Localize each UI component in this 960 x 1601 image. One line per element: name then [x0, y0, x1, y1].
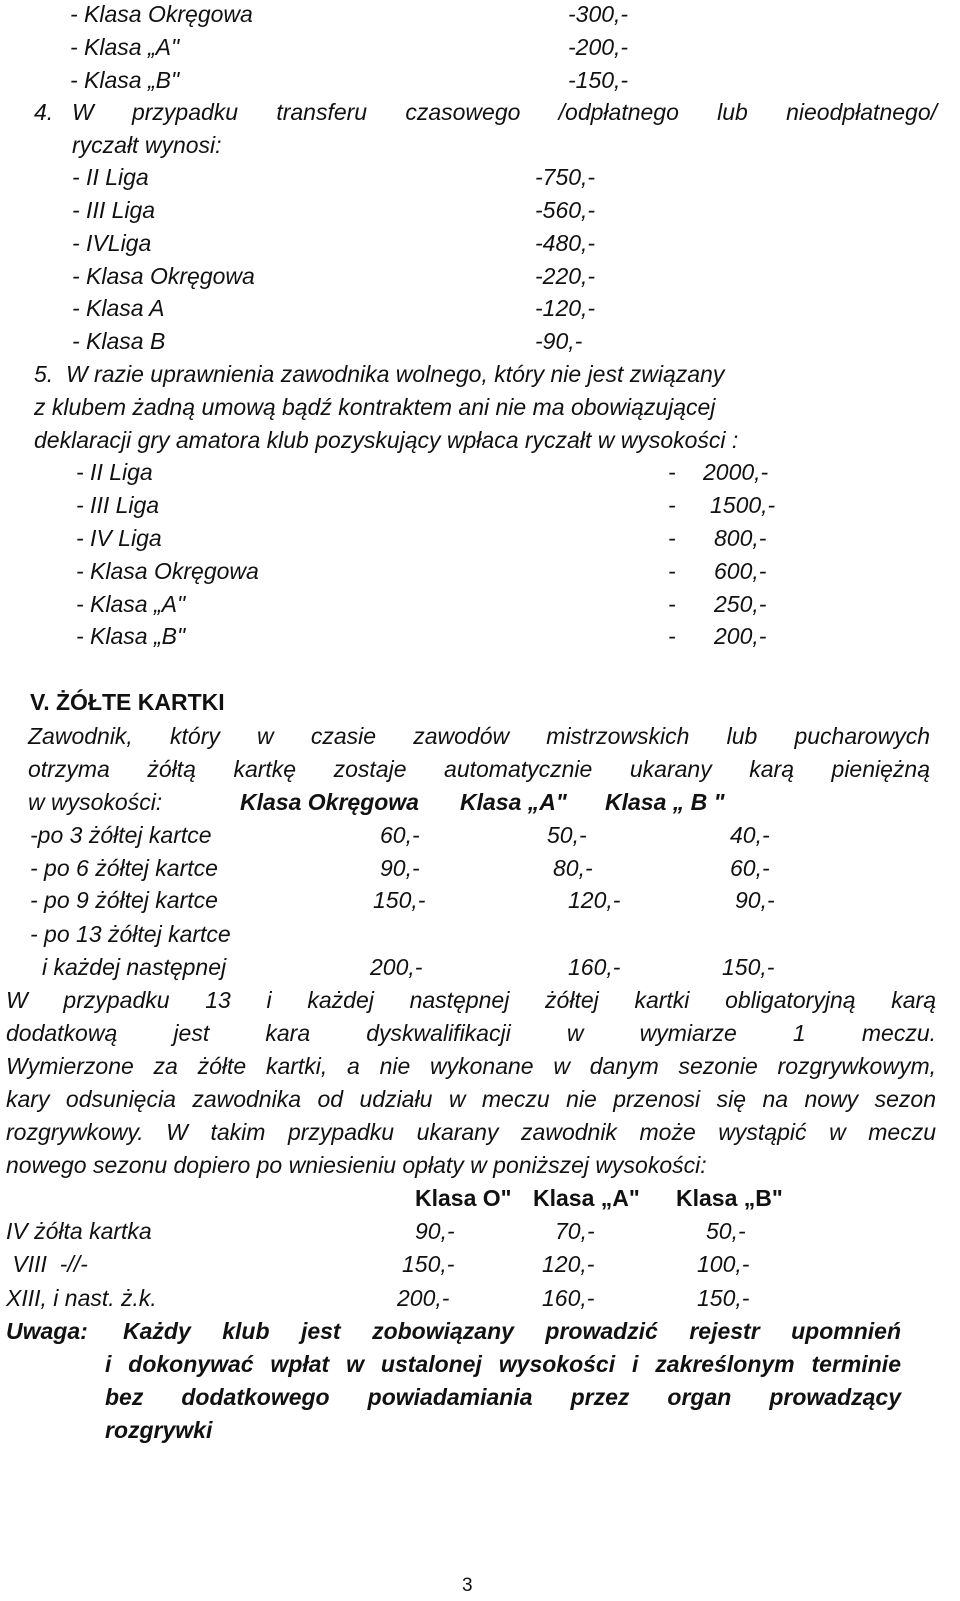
fine-row-value: 90,- — [735, 887, 775, 913]
point4-label-3: - IVLiga — [72, 230, 152, 256]
para2-line1: Wymierzone za żółte kartki, a nie wykonane w danym sezonie rozgrywkowym, — [6, 1053, 936, 1079]
point5-value-1: 2000,- — [703, 459, 769, 485]
table2-row-label-2: VIII -//- — [6, 1251, 88, 1277]
fine-row-label-4b: i każdej następnej — [42, 954, 227, 980]
fine-row-value: 60,- — [380, 822, 420, 848]
point4-line1: W przypadku transferu czasowego /odpłatnego lub nieodpłatnego/ — [72, 99, 937, 125]
table2-column-header-1: Klasa O" — [415, 1185, 512, 1211]
point5-line1: 5. W razie uprawnienia zawodnika wolnego, który nie jest związany — [34, 361, 725, 387]
point5-dash-4: - — [668, 558, 676, 584]
table2-row-value: 100,- — [697, 1251, 750, 1277]
point4-label-5: - Klasa A — [72, 295, 165, 321]
top-list-label-1: - Klasa Okręgowa — [70, 1, 253, 27]
page-number: 3 — [462, 1575, 473, 1596]
fine-row-value: 90,- — [380, 855, 420, 881]
para2-line3: rozgrywkowy. W takim przypadku ukarany zawodnik może wystąpić w meczu — [6, 1119, 936, 1145]
point4-label-1: - II Liga — [72, 164, 149, 190]
fine-row-label-1: -po 3 żółtej kartce — [30, 822, 212, 848]
top-list-label-2: - Klasa „A" — [70, 34, 180, 60]
para2-line4: nowego sezonu dopiero po wniesieniu opłaty w poniższej wysokości: — [6, 1152, 707, 1178]
fine-column-header-1: Klasa Okręgowa — [240, 789, 419, 815]
point5-dash-6: - — [668, 623, 676, 649]
fine-row-value: 60,- — [730, 855, 770, 881]
note-line2: dodatkową jest kara dyskwalifikacji w wymiarze 1 meczu. — [6, 1020, 936, 1046]
point4-label-2: - III Liga — [72, 197, 156, 223]
point4-value-5: -120,- — [535, 295, 596, 321]
fine-row-label-3: - po 9 żółtej kartce — [30, 887, 218, 913]
warning-label: Uwaga: — [6, 1318, 88, 1344]
point4-label-4: - Klasa Okręgowa — [72, 263, 255, 289]
point5-line3: deklaracji gry amatora klub pozyskujący wpłaca ryczałt w wysokości : — [34, 427, 739, 453]
table2-column-header-2: Klasa „A" — [533, 1185, 640, 1211]
fine-column-header-2: Klasa „A" — [460, 789, 567, 815]
table2-row-value: 150,- — [402, 1251, 455, 1277]
fine-row-value: 40,- — [730, 822, 770, 848]
warning-line4: rozgrywki — [105, 1417, 213, 1443]
point4-number: 4. — [34, 99, 54, 125]
top-list-value-3: -150,- — [568, 67, 629, 93]
top-list-value-2: -200,- — [568, 34, 629, 60]
warning-line2: i dokonywać wpłat w ustalonej wysokości i zakreślonym terminie — [105, 1351, 901, 1377]
point5-label-3: - IV Liga — [76, 525, 162, 551]
point5-dash-3: - — [668, 525, 676, 551]
fine-row-value: 120,- — [568, 887, 621, 913]
point5-value-4: 600,- — [714, 558, 767, 584]
fine-row-value: 160,- — [568, 954, 621, 980]
table2-row-value: 120,- — [542, 1251, 595, 1277]
point4-label-6: - Klasa B — [72, 328, 166, 354]
warning-line1: Każdy klub jest zobowiązany prowadzić rejestr upomnień — [123, 1318, 901, 1344]
table2-row-value: 70,- — [555, 1218, 595, 1244]
point5-value-2: 1500,- — [710, 492, 776, 518]
point5-label-5: - Klasa „A" — [76, 591, 186, 617]
point5-value-5: 250,- — [714, 591, 767, 617]
fine-row-value: 50,- — [547, 822, 587, 848]
table2-row-label-1: IV żółta kartka — [6, 1218, 152, 1244]
point4-value-6: -90,- — [535, 328, 583, 354]
fine-row-label-4: - po 13 żółtej kartce — [30, 921, 231, 947]
table2-row-value: 150,- — [697, 1285, 750, 1311]
top-list-label-3: - Klasa „B" — [70, 67, 180, 93]
table2-row-value: 160,- — [542, 1285, 595, 1311]
section5-para-line2: otrzyma żółtą kartkę zostaje automatycznie ukarany karą pieniężną — [28, 756, 930, 782]
note-line1: W przypadku 13 i każdej następnej żółtej kartki obligatoryjną karą — [6, 987, 936, 1013]
point5-label-2: - III Liga — [76, 492, 160, 518]
point5-label-1: - II Liga — [76, 459, 153, 485]
fine-row-value: 200,- — [370, 954, 423, 980]
section-heading: V. ŻÓŁTE KARTKI — [30, 689, 225, 715]
point5-dash-2: - — [668, 492, 676, 518]
fine-row-value: 150,- — [373, 887, 426, 913]
section5-para-line3: w wysokości: — [28, 789, 163, 815]
point4-value-3: -480,- — [535, 230, 596, 256]
warning-line3: bez dodatkowego powiadamiania przez organ prowadzący — [105, 1384, 901, 1410]
point4-line2: ryczałt wynosi: — [72, 132, 222, 158]
table2-row-value: 200,- — [397, 1285, 450, 1311]
point5-label-4: - Klasa Okręgowa — [76, 558, 259, 584]
point5-value-6: 200,- — [714, 623, 767, 649]
fine-row-label-2: - po 6 żółtej kartce — [30, 855, 218, 881]
point4-value-2: -560,- — [535, 197, 596, 223]
fine-column-header-3: Klasa „ B " — [605, 789, 725, 815]
point4-value-4: -220,- — [535, 263, 596, 289]
point5-dash-1: - — [668, 459, 676, 485]
para2-line2: kary odsunięcia zawodnika od udziału w meczu nie przenosi się na nowy sezon — [6, 1086, 936, 1112]
point5-dash-5: - — [668, 591, 676, 617]
point4-value-1: -750,- — [535, 164, 596, 190]
table2-row-value: 50,- — [706, 1218, 746, 1244]
point5-value-3: 800,- — [714, 525, 767, 551]
table2-row-value: 90,- — [415, 1218, 455, 1244]
table2-row-label-3: XIII, i nast. ż.k. — [6, 1285, 157, 1311]
top-list-value-1: -300,- — [568, 1, 629, 27]
table2-column-header-3: Klasa „B" — [676, 1185, 783, 1211]
point5-label-6: - Klasa „B" — [76, 623, 186, 649]
fine-row-value: 80,- — [553, 855, 593, 881]
fine-row-value: 150,- — [722, 954, 775, 980]
section5-para-line1: Zawodnik, który w czasie zawodów mistrzowskich lub pucharowych — [28, 723, 930, 749]
point5-line2: z klubem żadną umową bądź kontraktem ani nie ma obowiązującej — [34, 394, 716, 420]
